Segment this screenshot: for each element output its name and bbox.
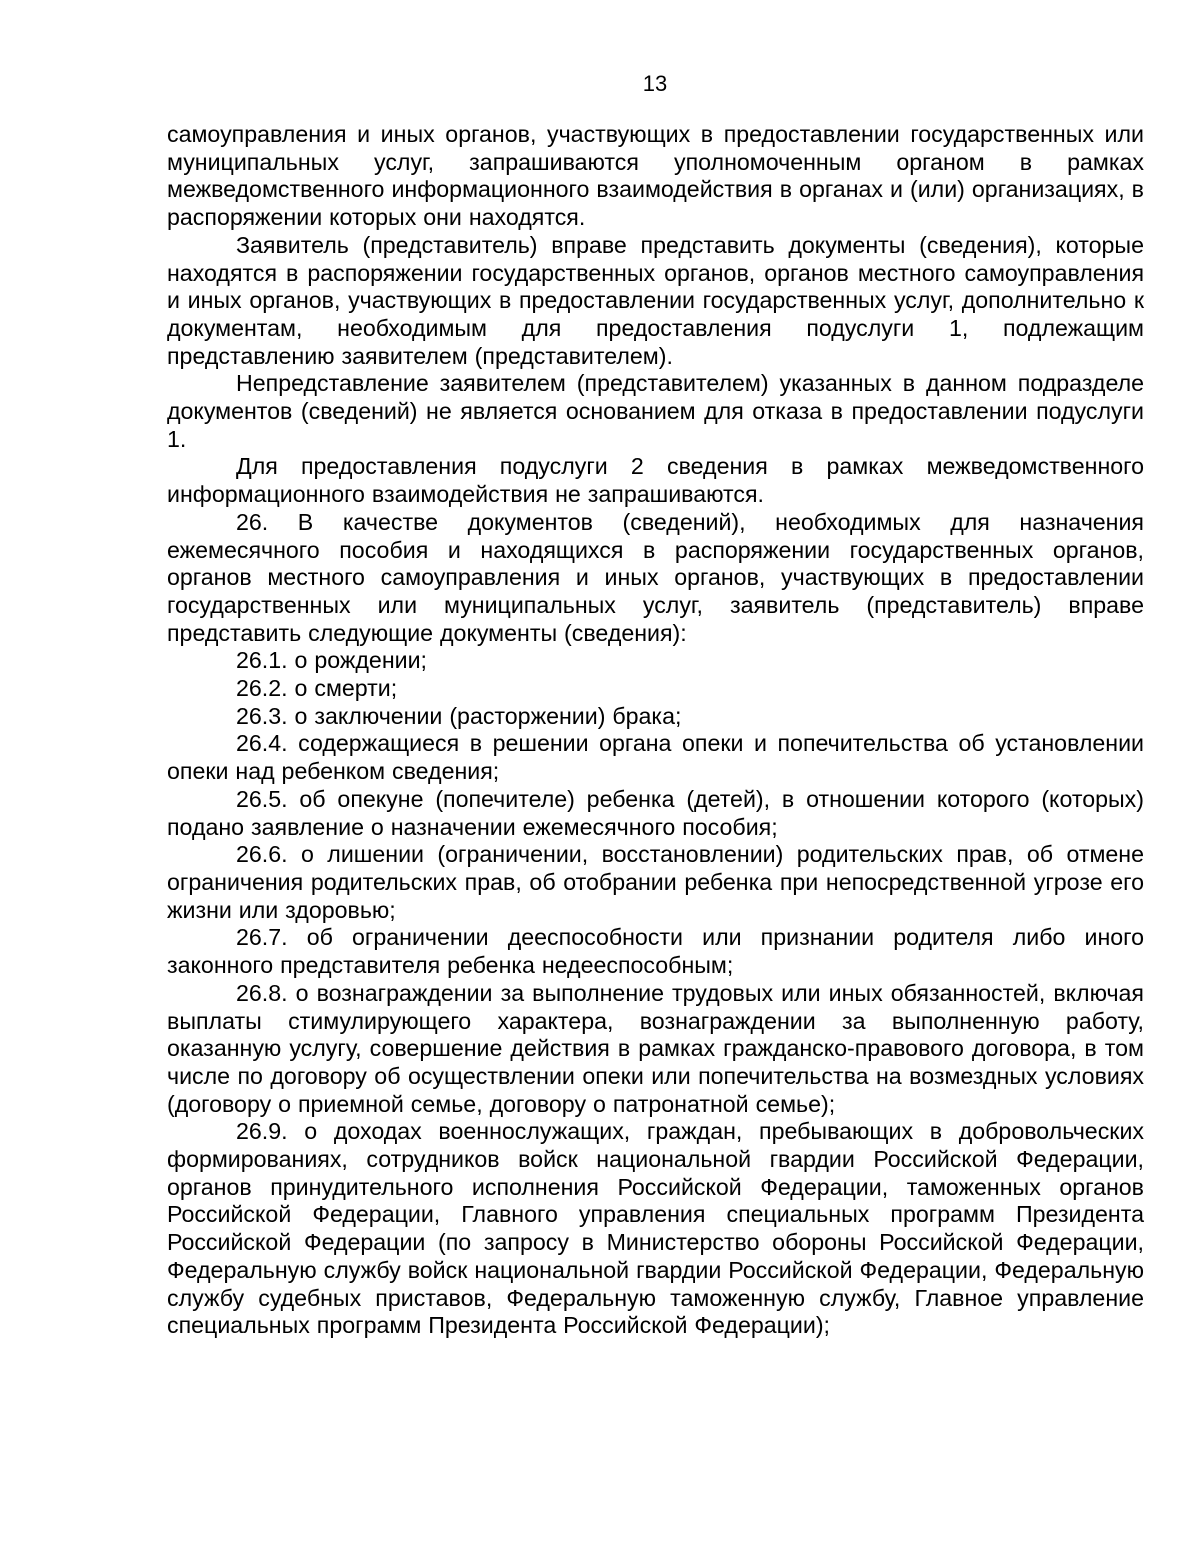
- clause-26-7: 26.7. об ограничении дееспособности или признании родителя либо иного законного представителя ребенка недееспособным;: [167, 924, 1144, 979]
- clause-26-9: 26.9. о доходах военнослужащих, граждан, пребывающих в добровольческих формированиях, сотрудников войск национальной гвардии Российской Федерации, органов принудительного исполнения Российской Федерации, таможенных органов Российской Федерации, Главного управления специальных программ Президента Российской Федерации (по запросу в Министерство обороны Российской Федерации, Федеральную службу войск национальной гвардии Российской Федерации, Федеральную службу судебных приставов, Федеральную таможенную службу, Главное управление специальных программ Президента Российской Федерации);: [167, 1118, 1144, 1339]
- clause-26-8: 26.8. о вознаграждении за выполнение трудовых или иных обязанностей, включая выплаты стимулирующего характера, вознаграждении за выполненную работу, оказанную услугу, совершение действия в рамках гражданско-правового договора, в том числе по договору об осуществлении опеки или попечительства на возмездных условиях (договору о приемной семье, договору о патронатной семье);: [167, 979, 1144, 1117]
- page-number: 13: [642, 71, 668, 96]
- paragraph-non-submission: Непредставление заявителем (представителем) указанных в данном подразделе документов (сведений) не является основанием для отказа в предоставлении подуслуги 1.: [167, 370, 1144, 452]
- paragraph-applicant-right: Заявитель (представитель) вправе представить документы (сведения), которые находятся в распоряжении государственных органов, органов местного самоуправления и иных органов, участвующих в предоставлении государственных услуг, дополнительно к документам, необходимым для предоставления подуслуги 1, подлежащим представлению заявителем (представителем).: [167, 231, 1144, 369]
- clause-26-2: 26.2. о смерти;: [236, 675, 398, 702]
- clause-26-5: 26.5. об опекуне (попечителе) ребенка (детей), в отношении которого (которых) подано заявление о назначении ежемесячного пособия;: [167, 785, 1144, 840]
- clause-26-1: 26.1. о рождении;: [236, 647, 427, 674]
- clause-26-3: 26.3. о заключении (расторжении) брака;: [236, 702, 682, 729]
- paragraph-subservice-2: Для предоставления подуслуги 2 сведения в рамках межведомственного информационного взаимодействия не запрашиваются.: [167, 453, 1144, 508]
- document-body: [167, 121, 1144, 1340]
- clause-26: 26. В качестве документов (сведений), необходимых для назначения ежемесячного пособия и находящихся в распоряжении государственных органов, органов местного самоуправления и иных органов, участвующих в предоставлении государственных или муниципальных услуг, заявитель (представитель) вправе представить следующие документы (сведения):: [167, 508, 1144, 646]
- paragraph-continuation: самоуправления и иных органов, участвующих в предоставлении государственных или муниципальных услуг, запрашиваются уполномоченным органом в рамках межведомственного информационного взаимодействия в органах и (или) организациях, в распоряжении которых они находятся.: [167, 121, 1144, 231]
- clause-26-4: 26.4. содержащиеся в решении органа опеки и попечительства об установлении опеки над ребенком сведения;: [167, 730, 1144, 785]
- clause-26-6: 26.6. о лишении (ограничении, восстановлении) родительских прав, об отмене ограничения родительских прав, об отобрании ребенка при непосредственной угрозе его жизни или здоровью;: [167, 841, 1144, 923]
